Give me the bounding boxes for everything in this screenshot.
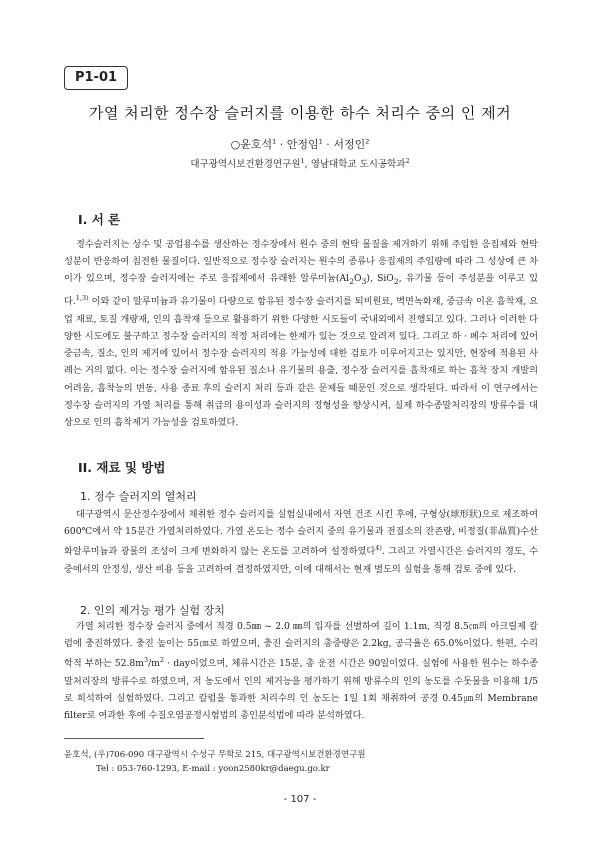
- text-run: ), SiO: [366, 273, 394, 285]
- superscript: 2: [159, 656, 165, 665]
- page-number: - 107 -: [283, 794, 317, 805]
- text-run: 정수슬러지는 상수 및 공업용수를 생산하는 정수장에서 원수 중의 현탁 물질을 제거하기 위해 주입한 응집제와 현탁 성분이 반응하여 침전한 물질이다. 일반적으로 정수장 슬러지는 원수의 종류나 응집제의 주입량에 따라 그 성상에 큰 차이가 있으며, 정수장 슬러지에는 주로 응집제에서 유래한 알루미늄(Al: [64, 239, 538, 285]
- affiliation-mark: 2: [405, 156, 410, 165]
- author-affil-mark: 2: [365, 137, 370, 146]
- author-affil-mark: 1: [318, 137, 323, 146]
- text-run: O: [353, 273, 362, 285]
- subsection-heading-apparatus: 2. 인의 제거능 평가 실험 장치: [80, 604, 225, 617]
- text-run: · day이었으며, 체류시간은 15분, 총 운전 시간은 90일이었다. 실험에 사용한 원수는 하수종말처리장의 방류수로 하였으며, 저 농도에서 인의 제거능을 평가하기 위해 방류수의 인의 농도를 수돗물을 이용해 1/5로 희석하여 실험하였다. 그리고 칼럼을 통과한 처리수의 인 농도는 1일 1회 채취하여 공경 0.45㎛의 Membrane filter로 여과한 후에 수질오염공정시험법의 총인분석법에 따라 분석하였다.: [64, 658, 538, 722]
- text-run: 대구광역시 문산정수장에서 채취한 정수 슬러지를 실험실내에서 자연 건조 시킨 후에, 구형상(球形狀)으로 제조하여 600℃에서 약 15분간 가열처리하였다. 가열 온도는 정수 슬러지 중의 유기물과 전질소의 잔존량, 비정질(非晶質)수산화알루미늄과 광물의 조성이 크게 변화하지 않는 온도를 고려하여 설정하였다: [64, 509, 538, 558]
- citation-ref: 1,3): [75, 294, 89, 303]
- subscript: 2: [349, 277, 354, 287]
- author-list: [0, 136, 600, 152]
- author-separator: ·: [276, 138, 287, 151]
- footnote-divider: [64, 738, 204, 739]
- superscript: 3: [143, 656, 149, 665]
- affiliation-org: 대구광역시보건환경연구원: [190, 159, 301, 170]
- text-run: . 그리고 가열시간은 슬러지의 경도, 수중에서의 안정성, 생산 비용 등을 고려하여 결정하였지만, 이에 대해서는 현재 별도의 실험을 통해 검토 중에 있다.: [64, 546, 538, 575]
- text-run: /m: [148, 658, 160, 670]
- affiliation-line: [0, 156, 600, 170]
- presentation-code-badge: P1-01: [64, 66, 128, 90]
- author-separator: ·: [322, 138, 334, 151]
- section-heading-methods: II. 재료 및 방법: [78, 460, 166, 475]
- affiliation-separator: ,: [304, 159, 311, 170]
- heat-treatment-paragraph: [64, 506, 538, 578]
- author-affil-mark: 1: [272, 137, 277, 146]
- footnote-contact: Tel : 053-760-1293, E-mail : yoon2580kr@daegu.go.kr: [96, 764, 330, 774]
- affiliation-mark: 1: [300, 156, 305, 165]
- subscript: 3: [361, 277, 367, 287]
- author-name: 윤호석: [240, 138, 273, 151]
- text-run: , 유기물 등이 주성분을 이루고 있다.: [64, 273, 538, 308]
- text-run: 이와 같이 알루미늄과 유기물이 다량으로 함유된 정수장 슬러지를 퇴비원료, 벽면녹화재, 중금속 이온 흡착재, 요업 재료, 토질 개량재, 인의 흡착재 등으로 활용하기 위한 다양한 시도들이 국내외에서 진행되고 있다. 그러나 이러한 다양한 시도에도 불구하고 정수장 슬러지의 적정 처리에는 한계가 있는 것으로 알려져 있다. 그리고 하 · 폐수 처리에 있어 중금속, 질소, 인의 제거에 있어서 정수장 슬러지의 적용 가능성에 대한 검토가 이루어지고는 있지만, 현장에 적용된 사례는 거의 없다. 이는 정수장 슬러지에 함유된 질소나 유기물의 용출, 정수장 슬러지를 흡착재로 하는 흡착 장치 개발의 어려움, 흡착능의 변동, 사용 종료 후의 슬러지 처리 등과 같은 문제들 때문인 것으로 생각된다. 따라서 이 연구에서는 정수장 슬러지의 가열 처리를 통해 취급의 용이성과 슬러지의 정형성을 향상시켜, 실제 하수종말처리장의 방류수를 대상으로 인의 흡착제거 가능성을 검토하였다.: [64, 296, 538, 428]
- author-name: 안정임: [286, 138, 319, 151]
- presenter-mark: ○: [230, 138, 241, 151]
- subscript: 2: [393, 277, 399, 287]
- section-heading-introduction: I. 서 론: [78, 212, 121, 227]
- footnote-address: 윤호석, (우)706-090 대구광역시 수성구 무학로 215, 대구광역시보건환경연구원: [64, 750, 366, 760]
- affiliation-org: 영남대학교 도시공학과: [310, 159, 406, 170]
- author-name: 서정인: [333, 138, 366, 151]
- citation-ref: 4): [375, 544, 382, 553]
- corresponding-author-footnote: [64, 748, 366, 776]
- introduction-paragraph: [64, 236, 538, 431]
- subsection-heading-heat-treatment: 1. 정수 슬러지의 열처리: [80, 490, 197, 503]
- text-run: 가열 처리한 정수장 슬러지 중에서 직경 0.5㎜ ~ 2.0 ㎜의 입자를 선별하여 길이 1.1m, 직경 8.5㎝의 아크릴제 칼럼에 충진하였다. 충진 높이는 55㎝로 하였으며, 충진 슬러지의 총중량은 2.2kg, 공극율은 65.0%이었다. 한편, 수리학적 부하는 52.8m: [64, 621, 538, 670]
- paper-title: 가열 처리한 정수장 슬러지를 이용한 하수 처리수 중의 인 제거: [88, 104, 512, 122]
- apparatus-paragraph: [64, 618, 538, 724]
